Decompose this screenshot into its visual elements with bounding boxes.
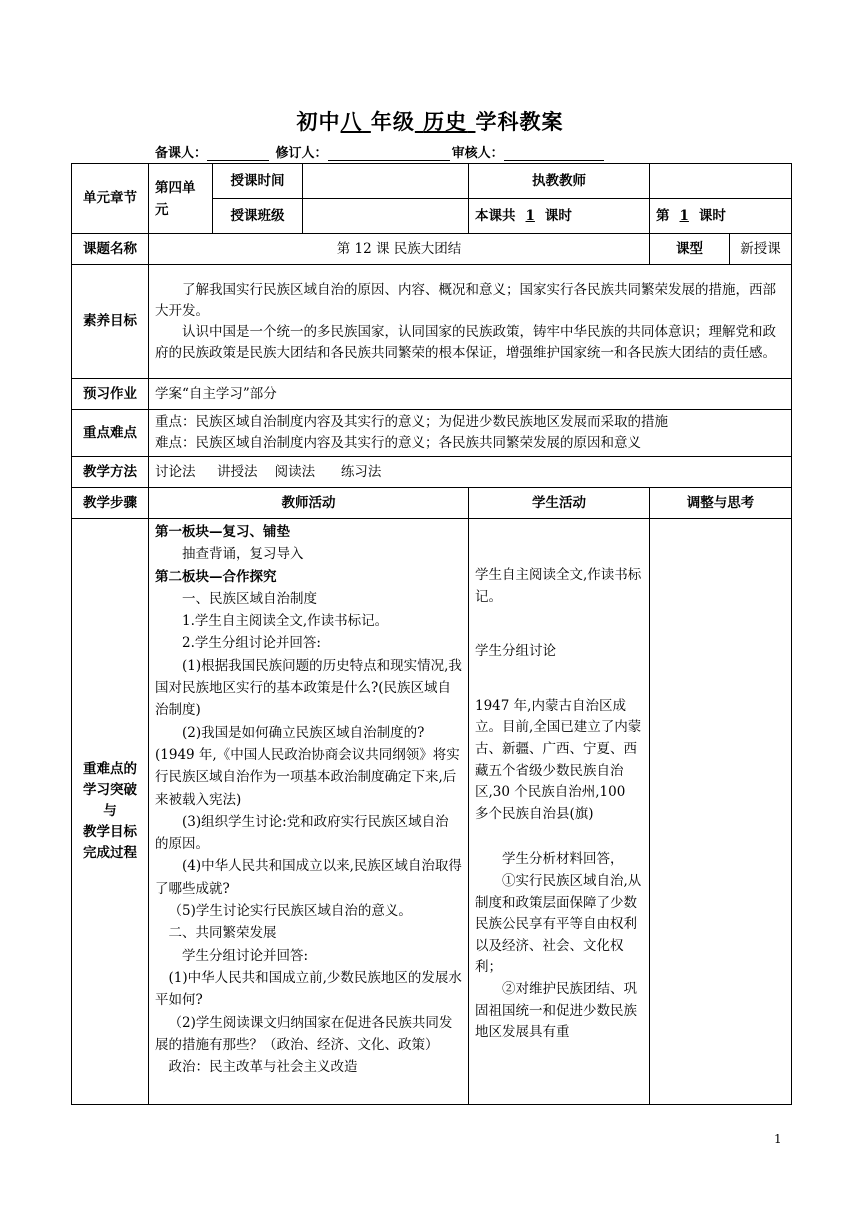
title-prefix: 初中 (296, 109, 341, 134)
difficult-point: 难点：民族区域自治制度内容及其实行的意义；各民族共同繁荣发展的原因和意义 (155, 435, 641, 451)
teacher-label: 执教教师 (469, 164, 650, 199)
type-label: 课型 (650, 234, 730, 265)
time-label: 授课时间 (213, 164, 303, 199)
reviewer-label: 审核人： (451, 146, 504, 161)
reviser-blank (328, 147, 450, 161)
adjust-content[interactable] (650, 519, 792, 1105)
teacher-activity-item: （5)学生讨论实行民族区域自治的意义。 (168, 903, 412, 920)
goals-paragraph-2: 认识中国是一个统一的多民族国家，认同国家的民族政策，铸牢中华民族的共同体意识；理解党和政府的民族政策是民族大团结和各民族共同繁荣的根本保证，增强维护国家统一和各民族大团结的责任感。 (155, 323, 776, 361)
teacher-activity-item: (1)根据我国民族问题的历史特点和现实情况,我国对民族地区实行的基本政策是什么?(民族区域自治制度) (155, 657, 462, 719)
student-activity-header: 学生活动 (469, 488, 650, 519)
student-activity-item: ①实行民族区域自治,从制度和政策层面保障了少数民族公民享有平等自由权利以及经济、社会、文化权利； (475, 872, 642, 976)
topic-value: 第 12 课 民族大团结 (149, 234, 650, 265)
page-title (0, 106, 860, 136)
page-number: 1 (774, 1132, 782, 1146)
process-label-line: 完成过程 (83, 845, 137, 861)
time-value[interactable] (303, 164, 469, 199)
process-label-line: 教学目标 (83, 824, 137, 840)
teacher-activity-item: 第二板块—合作探究 (155, 568, 277, 585)
keypoints-content (149, 410, 792, 457)
title-subject: 历史 (423, 109, 468, 134)
title-grade-word: 年级 (370, 109, 415, 134)
key-point: 重点：民族区域自治制度内容及其实行的意义；为促进少数民族地区发展而采取的措施 (155, 414, 668, 430)
teacher-activity-item: 2.学生分组讨论并回答: (182, 635, 321, 652)
class-value[interactable] (303, 199, 469, 234)
teacher-activity-item: (1)中华人民共和国成立前,少数民族地区的发展水平如何? (155, 969, 462, 1009)
student-activity-item: 1947 年,内蒙古自治区成立。目前,全国已建立了内蒙古、新疆、广西、宁夏、西藏五个省级少数民族自治区,30 个民族自治州,100 多个民族自治县(旗) (475, 697, 642, 822)
process-label-line: 重难点的 (83, 761, 137, 777)
preview-label: 预习作业 (72, 379, 149, 410)
student-activity-item: 学生自主阅读全文,作读书标记。 (475, 567, 642, 605)
teacher-activity-item: 学生分组讨论并回答: (182, 947, 309, 964)
teacher-activity-item: (2)我国是如何确立民族区域自治制度的?(1949 年,《中国人民政治协商会议共同纲领》将实行民族区域自治作为一项基本政治制度确定下来,后来被载入宪法) (155, 724, 460, 808)
steps-header: 教学步骤 (72, 488, 149, 519)
class-label: 授课班级 (213, 199, 303, 234)
topic-label: 课题名称 (72, 234, 149, 265)
process-label-line: 与 (103, 803, 117, 819)
teacher-activity-list (155, 521, 462, 1078)
teacher-value[interactable] (650, 164, 792, 199)
teacher-activity-item: 第一板块—复习、铺垫 (155, 524, 290, 540)
adjust-header: 调整与思考 (650, 488, 792, 519)
goals-label: 素养目标 (72, 265, 149, 379)
teacher-activity-item: （2)学生阅读课文归纳国家在促进各民族共同发展的措施有那些？（政治、经济、文化、政策） (155, 1014, 453, 1053)
methods-value: 讨论法 讲授法 阅读法 练习法 (149, 457, 792, 488)
student-activity-item: 学生分组讨论 (475, 643, 556, 660)
preview-value: 学案“自主学习”部分 (149, 379, 792, 410)
reviewer-blank (504, 147, 604, 161)
total-hours: 本课共 1 课时 (469, 199, 650, 234)
unit-label: 单元章节 (72, 164, 149, 234)
reviser-label: 修订人： (275, 146, 328, 161)
teacher-activity-item: 一、民族区域自治制度 (182, 590, 317, 607)
teacher-activity-item: 抽查背诵，复习导入 (182, 546, 304, 563)
total-hours-number: 1 (525, 207, 535, 224)
keypoints-label: 重点难点 (72, 410, 149, 457)
goals-paragraph-1: 了解我国实行民族区域自治的原因、内容、概况和意义；国家实行各民族共同繁荣发展的措施，西部大开发。 (155, 281, 776, 319)
teacher-activity-item: 二、共同繁荣发展 (168, 925, 277, 942)
current-hour-number: 1 (679, 207, 689, 224)
teacher-activity-item: 1.学生自主阅读全文,作读书标记。 (182, 613, 389, 630)
teacher-activity-item: (3)组织学生讨论:党和政府实行民族区域自治的原因。 (155, 813, 449, 853)
preparer-blank (207, 147, 269, 161)
unit-value: 第四单元 (149, 164, 213, 234)
title-suffix: 学科教案 (475, 109, 564, 134)
methods-label: 教学方法 (72, 457, 149, 488)
preparer-label: 备课人： (155, 146, 208, 161)
type-value: 新授课 (730, 234, 792, 265)
student-activity-item: ②对维护民族团结、巩固祖国统一和促进少数民族地区发展具有重 (475, 980, 637, 1041)
student-activity (469, 519, 650, 1105)
lesson-plan-table (71, 163, 792, 1105)
student-activity-item: 学生分析材料回答， (502, 851, 624, 868)
goals-content (149, 265, 792, 379)
process-label (72, 519, 149, 1105)
current-hour: 第 1 课时 (650, 199, 792, 234)
teacher-activity (149, 519, 469, 1105)
teacher-activity-item: (4)中华人民共和国成立以来,民族区域自治取得了哪些成就? (155, 858, 462, 897)
teacher-activity-item: 政治：民主改革与社会主义改造 (168, 1059, 358, 1076)
teacher-activity-header: 教师活动 (149, 488, 469, 519)
title-grade: 八 (340, 109, 363, 134)
signature-line (155, 142, 606, 161)
process-label-line: 学习突破 (83, 782, 137, 798)
